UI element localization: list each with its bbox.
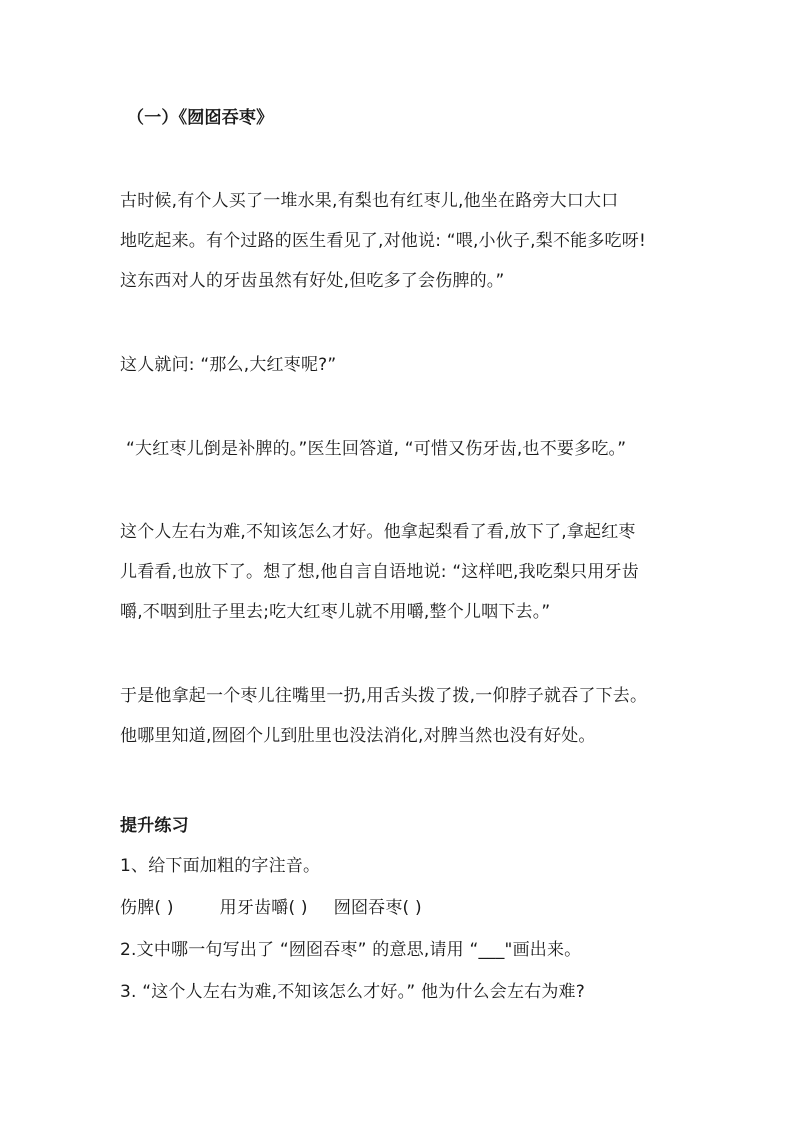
story-paragraph-4-line-3: 嚼,不咽到肚子里去;吃大红枣儿就不用嚼,整个儿咽下去。” <box>120 602 551 622</box>
story-paragraph-5-line-1: 于是他拿起一个枣儿往嘴里一扔,用舌头拨了拨,一仰脖子就吞了下去。 <box>120 686 648 706</box>
story-paragraph-1-line-1: 古时候,有个人买了一堆水果,有梨也有红枣儿,他坐在路旁大口大口 <box>120 191 619 211</box>
story-paragraph-2: 这人就问: “那么,大红枣呢?” <box>120 355 337 375</box>
story-paragraph-1-line-2: 地吃起来。有个过路的医生看见了,对他说: “喂,小伙子,梨不能多吃呀! <box>120 231 646 251</box>
story-paragraph-3: “大红枣儿倒是补脾的。”医生回答道, “可惜又伤牙齿,也不要多吃。” <box>126 439 627 459</box>
story-paragraph-1-line-3: 这东西对人的牙齿虽然有好处,但吃多了会伤脾的。” <box>120 271 505 291</box>
exercise-question-1-items <box>120 897 422 919</box>
exercise-question-1: 1、给下面加粗的字注音。 <box>120 856 321 876</box>
pinyin-item-huluntunzao: 囫囵吞枣( ) <box>333 898 422 918</box>
pinyin-item-shangpi: 伤脾( ) <box>120 898 174 918</box>
exercise-heading: 提升练习 <box>120 816 189 836</box>
story-paragraph-5-line-2: 他哪里知道,囫囵个儿到肚里也没法消化,对脾当然也没有好处。 <box>120 726 596 746</box>
story-paragraph-4-line-1: 这个人左右为难,不知该怎么才好。他拿起梨看了看,放下了,拿起红枣 <box>120 522 636 542</box>
story-title: （一）《囫囵吞枣》 <box>127 108 274 128</box>
exercise-question-2: 2.文中哪一句写出了 “囫囵吞枣” 的意思,请用 “___"画出来。 <box>120 940 582 960</box>
pinyin-item-yongyachijiao: 用牙齿嚼( ) <box>219 898 308 918</box>
exercise-question-3: 3. “这个人左右为难,不知该怎么才好。” 他为什么会左右为难? <box>120 982 585 1002</box>
story-paragraph-4-line-2: 儿看看,也放下了。想了想,他自言自语地说: “这样吧,我吃梨只用牙齿 <box>120 562 639 582</box>
